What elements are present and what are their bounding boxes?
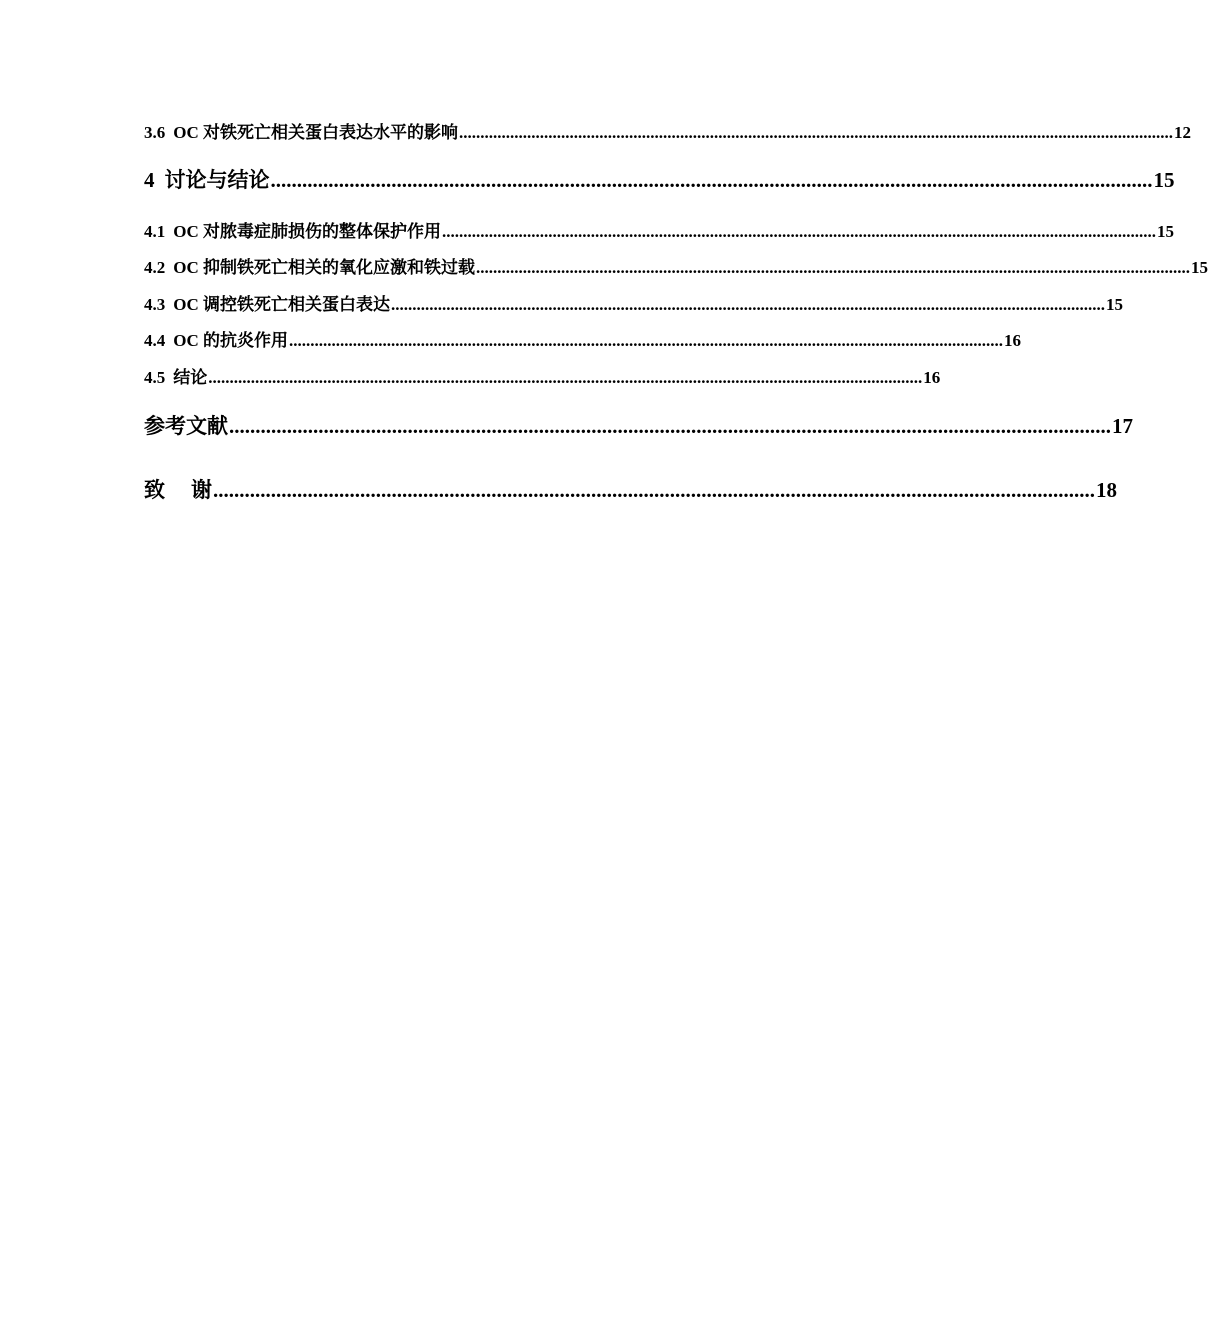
- toc-entry-page: 15: [1153, 168, 1175, 192]
- toc-entry-title: [144, 363, 207, 388]
- toc-entry-page: 18: [1096, 478, 1117, 502]
- dot-leader: ........................................................................................................................................................................: [270, 168, 1153, 192]
- toc-entry-number: 3.6: [144, 123, 166, 142]
- toc-entry-title: [144, 217, 441, 242]
- dot-leader: ........................................................................................................................................................................: [289, 331, 1003, 350]
- toc-entry-number: 4: [144, 168, 155, 192]
- toc-entry-page: 16: [923, 368, 941, 387]
- toc-entry-references[interactable]: [144, 410, 1133, 440]
- dot-leader: ........................................................................................................................................................................: [459, 123, 1173, 142]
- toc-entry-text: 讨论与结论: [164, 168, 270, 192]
- toc-entry-page: 15: [1191, 258, 1208, 277]
- toc-entry-number: 4.3: [144, 295, 166, 314]
- toc-entry-4-4[interactable]: [144, 326, 1021, 351]
- toc-entry-number: 4.4: [144, 331, 166, 350]
- toc-entry-page: 15: [1106, 295, 1123, 314]
- toc-entry-4-2[interactable]: [144, 253, 1208, 278]
- dot-leader: ........................................................................................................................................................................: [476, 258, 1190, 277]
- dot-leader: ........................................................................................................................................................................: [208, 368, 923, 387]
- toc-entry-text: 结论: [173, 368, 208, 387]
- toc-entry-text: OC 的抗炎作用: [173, 331, 288, 350]
- toc-entry-number: 4.1: [144, 222, 166, 241]
- toc-entry-page: 12: [1174, 123, 1191, 142]
- toc-entry-4[interactable]: [144, 164, 1175, 194]
- dot-leader: ........................................................................................................................................................................: [213, 478, 1095, 502]
- toc-entry-title: [144, 474, 212, 504]
- toc-entry-text: OC 对脓毒症肺损伤的整体保护作用: [173, 222, 441, 241]
- toc-entry-page: 16: [1004, 331, 1021, 350]
- toc-entry-acknowledgements[interactable]: [144, 474, 1117, 504]
- toc-entry-title: [144, 164, 270, 194]
- toc-entry-text: OC 抑制铁死亡相关的氧化应激和铁过载: [173, 258, 475, 277]
- toc-entry-text-part1: 致: [144, 478, 165, 502]
- toc-entry-title: [144, 326, 288, 351]
- toc-entry-text: OC 对铁死亡相关蛋白表达水平的影响: [173, 123, 458, 142]
- toc-entry-text: OC 调控铁死亡相关蛋白表达: [173, 295, 390, 314]
- toc-entry-number: 4.2: [144, 258, 166, 277]
- toc-entry-title: [144, 253, 475, 278]
- dot-leader: ........................................................................................................................................................................: [391, 295, 1105, 314]
- toc-entry-4-5[interactable]: [144, 363, 941, 388]
- toc-entry-3-6[interactable]: [144, 118, 1191, 143]
- toc-entry-page: 17: [1112, 414, 1133, 438]
- toc-entry-title: [144, 290, 390, 315]
- toc-entry-number: 4.5: [144, 368, 166, 387]
- toc-entry-title: [144, 118, 458, 143]
- dot-leader: ........................................................................................................................................................................: [229, 414, 1111, 438]
- toc-entry-page: 15: [1157, 222, 1174, 241]
- toc-entry-4-3[interactable]: [144, 290, 1123, 315]
- dot-leader: ........................................................................................................................................................................: [442, 222, 1156, 241]
- toc-entry-4-1[interactable]: [144, 217, 1174, 242]
- toc-entry-text-part2: 谢: [191, 478, 212, 502]
- toc-entry-title: 参考文献: [144, 414, 228, 438]
